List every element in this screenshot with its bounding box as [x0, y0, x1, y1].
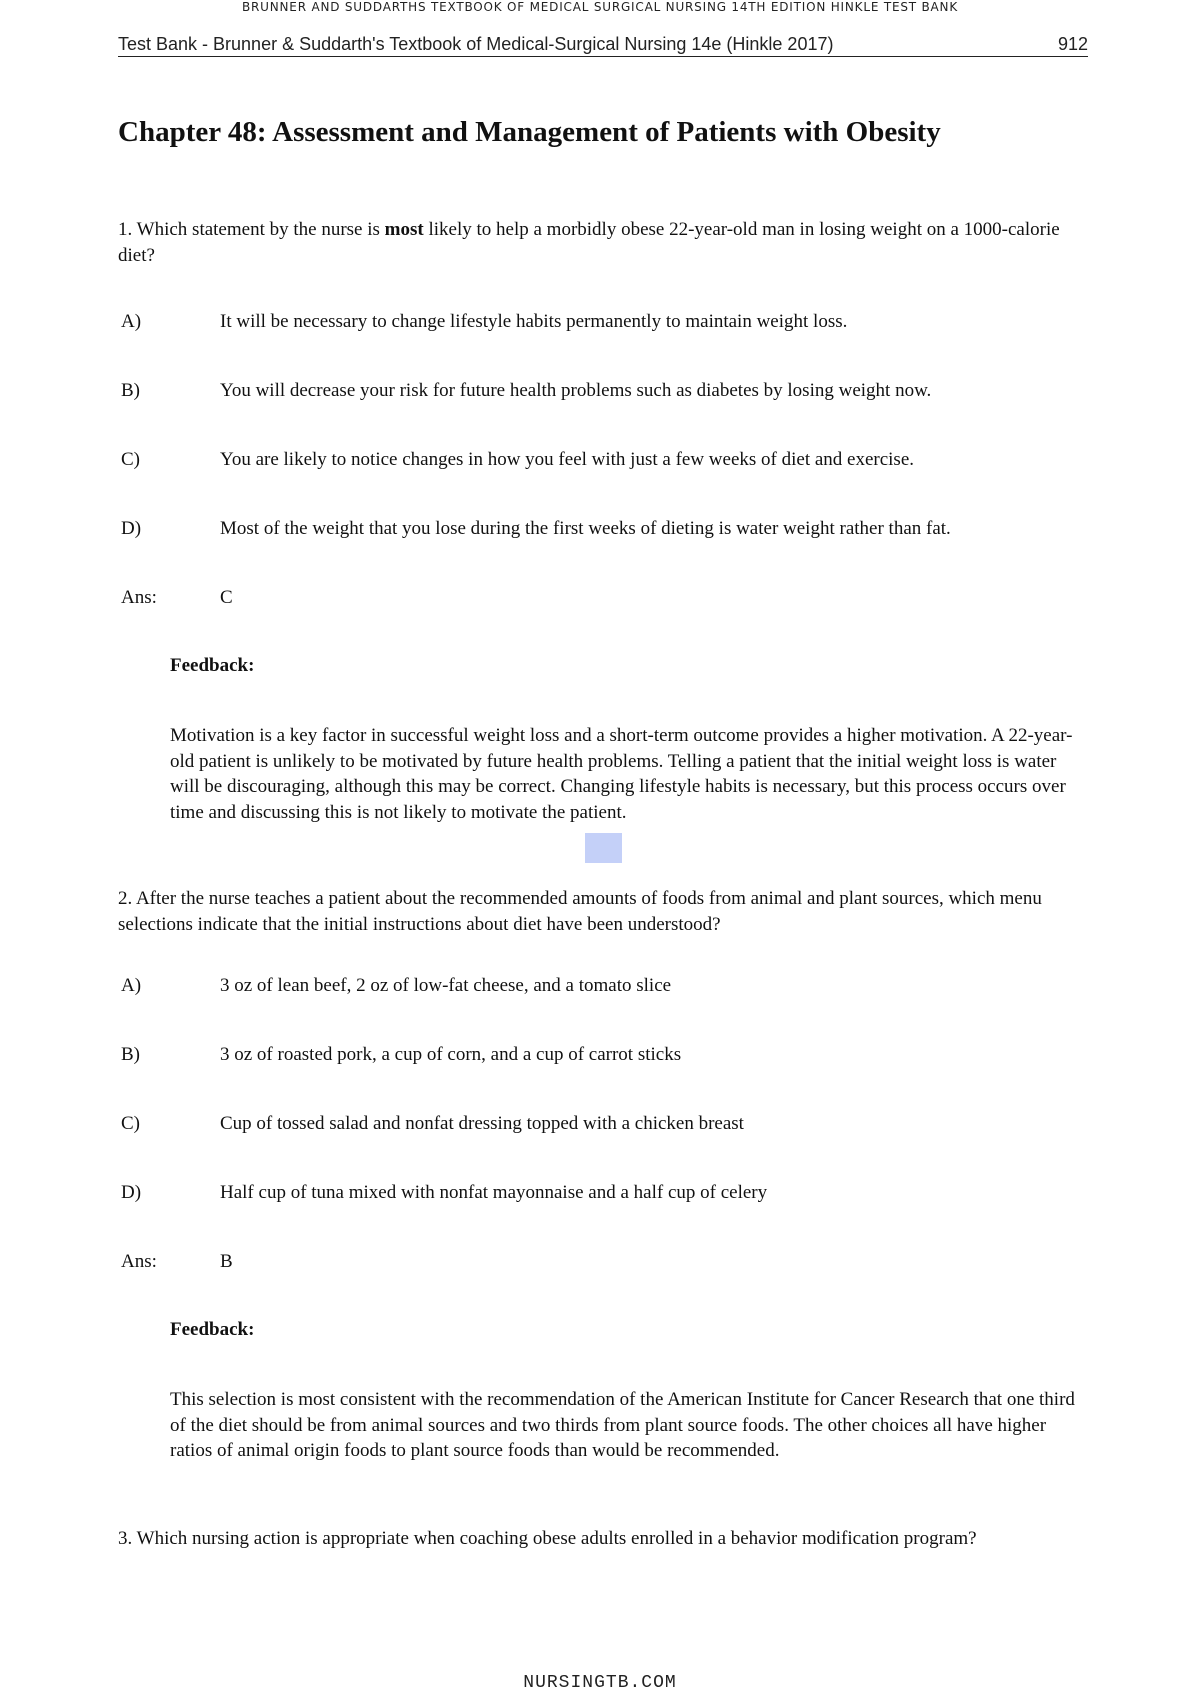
- option-text: You are likely to notice changes in how you feel with just a few weeks of diet and exercise.: [220, 449, 915, 470]
- answer-value: C: [220, 587, 233, 608]
- chapter-title: Chapter 48: Assessment and Management of Patients with Obesity: [118, 116, 941, 148]
- question-2-stem: 2. After the nurse teaches a patient about the recommended amounts of foods from animal and plant sources, which menu selections indicate that the initial instructions about diet have been understood?: [118, 888, 1042, 935]
- question-1-feedback-text: Motivation is a key factor in successful weight loss and a short-term outcome provides a higher motivation. A 22-year-old patient is unlikely to be motivated by future health problems. Telling a patient that the initial weight loss is water will be discouraging, although this may be correct. Changing lifestyle habits is necessary, but this process occurs over time and discussing this is not likely to motivate the patient.: [170, 725, 1073, 823]
- option-text: Half cup of tuna mixed with nonfat mayonnaise and a half cup of celery: [220, 1182, 768, 1203]
- option-letter: D): [121, 1182, 142, 1203]
- footer-site: NURSINGTB.COM: [523, 1673, 677, 1693]
- option-text: 3 oz of lean beef, 2 oz of low-fat cheese, and a tomato slice: [220, 975, 672, 996]
- question-1-emphasis: most: [384, 219, 424, 240]
- page-number: 912: [1057, 34, 1088, 54]
- answer-label: Ans:: [121, 1251, 157, 1272]
- option-letter: C): [121, 449, 140, 470]
- option-letter: A): [121, 311, 142, 332]
- question-1-stem: [118, 217, 1088, 269]
- question-3-stem: 3. Which nursing action is appropriate when coaching obese adults enrolled in a behavior modification program?: [118, 1528, 977, 1549]
- running-header: [118, 34, 1088, 57]
- option-letter: B): [121, 380, 140, 401]
- answer-label: Ans:: [121, 587, 157, 608]
- option-letter: D): [121, 518, 142, 539]
- watermark-banner: BRUNNER AND SUDDARTHS TEXTBOOK OF MEDICAL SURGICAL NURSING 14TH EDITION HINKLE TEST BANK: [242, 0, 958, 14]
- option-text: 3 oz of roasted pork, a cup of corn, and a cup of carrot sticks: [220, 1044, 682, 1065]
- question-1-feedback-label: Feedback:: [170, 655, 255, 676]
- question-2-feedback-label: Feedback:: [170, 1319, 255, 1340]
- answer-value: B: [220, 1251, 233, 1272]
- selection-highlight: [585, 833, 622, 863]
- question-2-feedback-text: This selection is most consistent with the recommendation of the American Institute for Cancer Research that one third of the diet should be from animal sources and two thirds from plant source foods. The other choices all have higher ratios of animal origin foods to plant source foods than would be recommended.: [170, 1389, 1075, 1461]
- running-header-title: Test Bank - Brunner & Suddarth's Textbook of Medical-Surgical Nursing 14e (Hinkle 2017): [118, 34, 834, 54]
- question-1-stem-end: likely to help a morbidly obese 22-year-old man in losing weight on a 1000-calorie diet?: [118, 219, 1060, 266]
- option-text: You will decrease your risk for future health problems such as diabetes by losing weight now.: [220, 380, 932, 401]
- option-letter: C): [121, 1113, 140, 1134]
- question-1-stem-start: 1. Which statement by the nurse is: [118, 219, 385, 240]
- option-text: Most of the weight that you lose during the first weeks of dieting is water weight rather than fat.: [220, 518, 951, 539]
- option-text: It will be necessary to change lifestyle habits permanently to maintain weight loss.: [220, 311, 848, 332]
- option-letter: A): [121, 975, 142, 996]
- option-letter: B): [121, 1044, 140, 1065]
- option-text: Cup of tossed salad and nonfat dressing topped with a chicken breast: [220, 1113, 744, 1134]
